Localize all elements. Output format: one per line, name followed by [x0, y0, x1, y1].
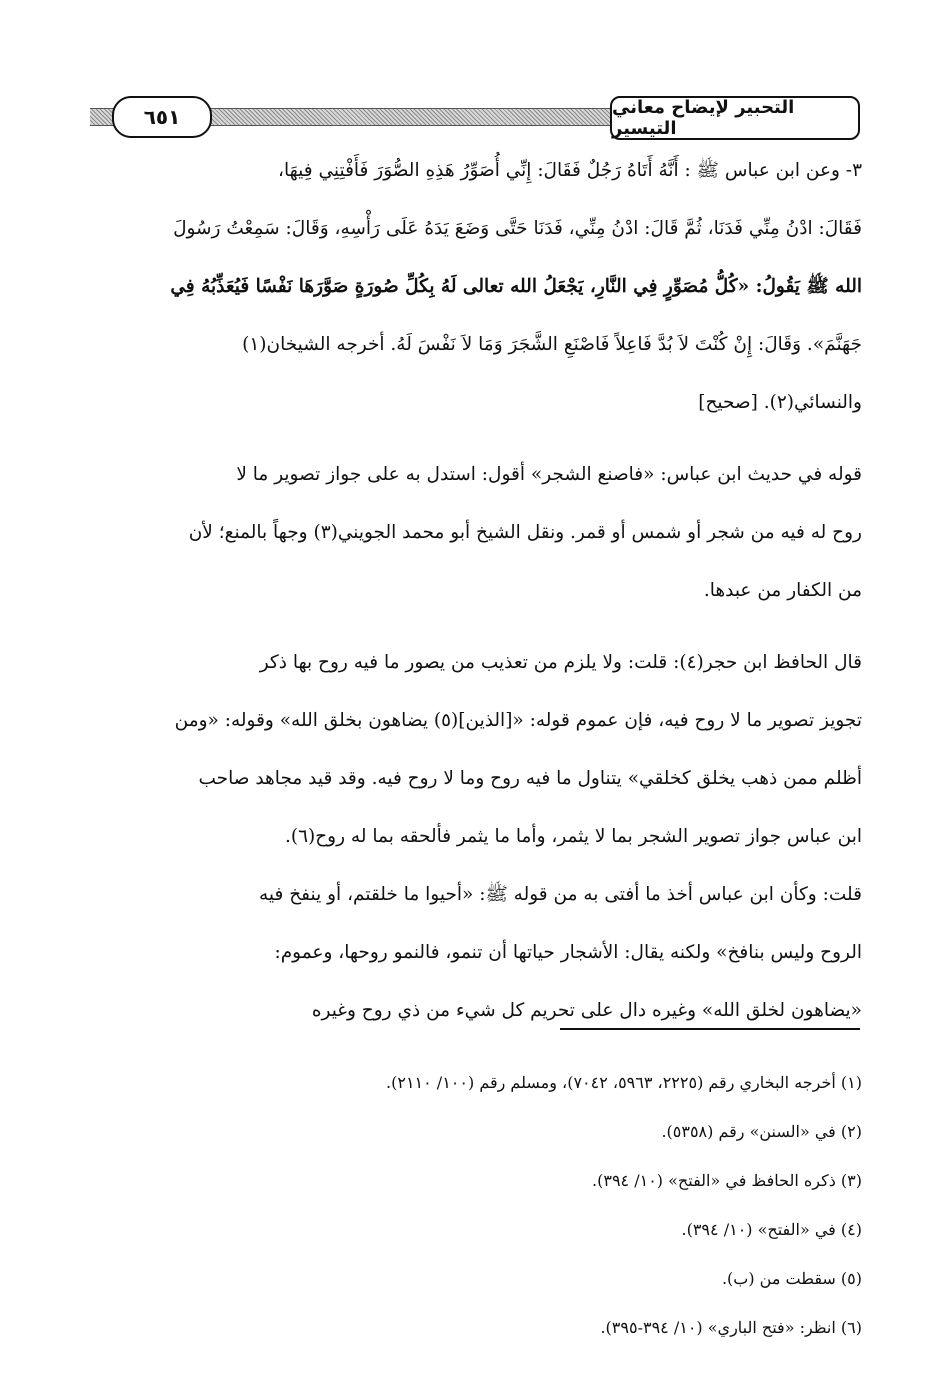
text-line: قلت: وكأن ابن عباس أخذ ما أفتى به من قوله ﷺ: «أحيوا ما خلقتم، أو ينفخ فيه: [258, 884, 862, 905]
text-line: الروح وليس بنافخ» ولكنه يقال: الأشجار حياتها أن تنمو، فالنمو روحها، وعموم:: [274, 942, 862, 963]
text-line: ابن عباس جواز تصوير الشجر بما لا يثمر، وأما ما يثمر فألحقه بما له روح(٦).: [284, 826, 862, 847]
page-header: [90, 96, 860, 142]
main-text: [92, 142, 862, 1040]
footnote: (١) أخرجه البخاري رقم (٢٢٢٥، ٥٩٦٣، ٧٠٤٢)، ومسلم رقم (١٠٠/ ٢١١٠).: [386, 1073, 862, 1092]
text-line: روح له فيه من شجر أو شمس أو قمر. ونقل الشيخ أبو محمد الجويني(٣) وجهاً بالمنع؛ لأن: [188, 522, 862, 543]
book-title: التحبير لإيضاح معاني التيسير: [610, 96, 860, 140]
text-line: جَهَنَّمَ». وَقَالَ: إِنْ كُنْتَ لاَ بُدَّ فَاعِلاً فَاصْنَعِ الشَّجَرَ وَمَا لاَ نَفْسَ لَهُ. أخرجه الشيخان(١): [242, 334, 862, 355]
footnotes: [92, 1058, 862, 1352]
text-line: فَقَالَ: ادْنُ مِنِّي فَدَنَا، ثُمَّ قَالَ: ادْنُ مِنِّي، فَدَنَا حَتَّى وَضَعَ يَدَهُ عَلَى رَأْسِهِ، وَقَالَ: سَمِعْتُ رَسُولَ: [173, 218, 862, 239]
text-line: أظلم ممن ذهب يخلق كخلقي» يتناول ما فيه روح وما لا روح فيه. وقد قيد مجاهد صاحب: [198, 768, 862, 789]
text-line: «يضاهون لخلق الله» وغيره دال على تحريم كل شيء من ذي روح وغيره: [311, 1000, 862, 1021]
commentary-paragraph-1: [92, 446, 862, 620]
text-line: قال الحافظ ابن حجر(٤): قلت: ولا يلزم من تعذيب من يصور ما فيه روح بها ذكر: [259, 652, 862, 673]
hadith-paragraph: [92, 142, 862, 432]
text-line: قوله في حديث ابن عباس: «فاصنع الشجر» أقول: استدل به على جواز تصوير ما لا: [236, 464, 862, 485]
footnote-separator: [560, 1028, 860, 1030]
footnote: (٢) في «السنن» رقم (٥٣٥٨).: [661, 1122, 862, 1141]
text-line: ٣- وعن ابن عباس ﷺ : أَنَّهُ أَتَاهُ رَجُلٌ فَقَالَ: إِنِّي أُصَوِّرُ هَذِهِ الصُّوَرَ فَأَفْتِنِي فِيهَا،: [278, 160, 862, 181]
text-line: والنسائي(٢). [صحيح]: [698, 392, 862, 413]
text-line: الله ﷺ يَقُولُ: «كُلُّ مُصَوِّرٍ فِي النَّارِ، يَجْعَلُ الله تعالى لَهُ بِكُلِّ صُورَةٍ صَوَّرَهَا نَفْسًا فَيُعَذِّبُهُ فِي: [170, 276, 862, 297]
commentary-paragraph-3: [92, 866, 862, 1040]
footnote: (٣) ذكره الحافظ في «الفتح» (١٠/ ٣٩٤).: [592, 1171, 862, 1190]
commentary-paragraph-2: [92, 634, 862, 866]
text-line: تجويز تصوير ما لا روح فيه، فإن عموم قوله: «[الذين](٥) يضاهون بخلق الله» وقوله: «ومن: [174, 710, 862, 731]
text-line: من الكفار من عبدها.: [703, 580, 862, 601]
page-number: ٦٥١: [112, 96, 212, 138]
footnote: (٤) في «الفتح» (١٠/ ٣٩٤).: [681, 1220, 862, 1239]
footnote: (٥) سقطت من (ب).: [721, 1269, 862, 1288]
footnote: (٦) انظر: «فتح الباري» (١٠/ ٣٩٤-٣٩٥).: [600, 1318, 862, 1337]
